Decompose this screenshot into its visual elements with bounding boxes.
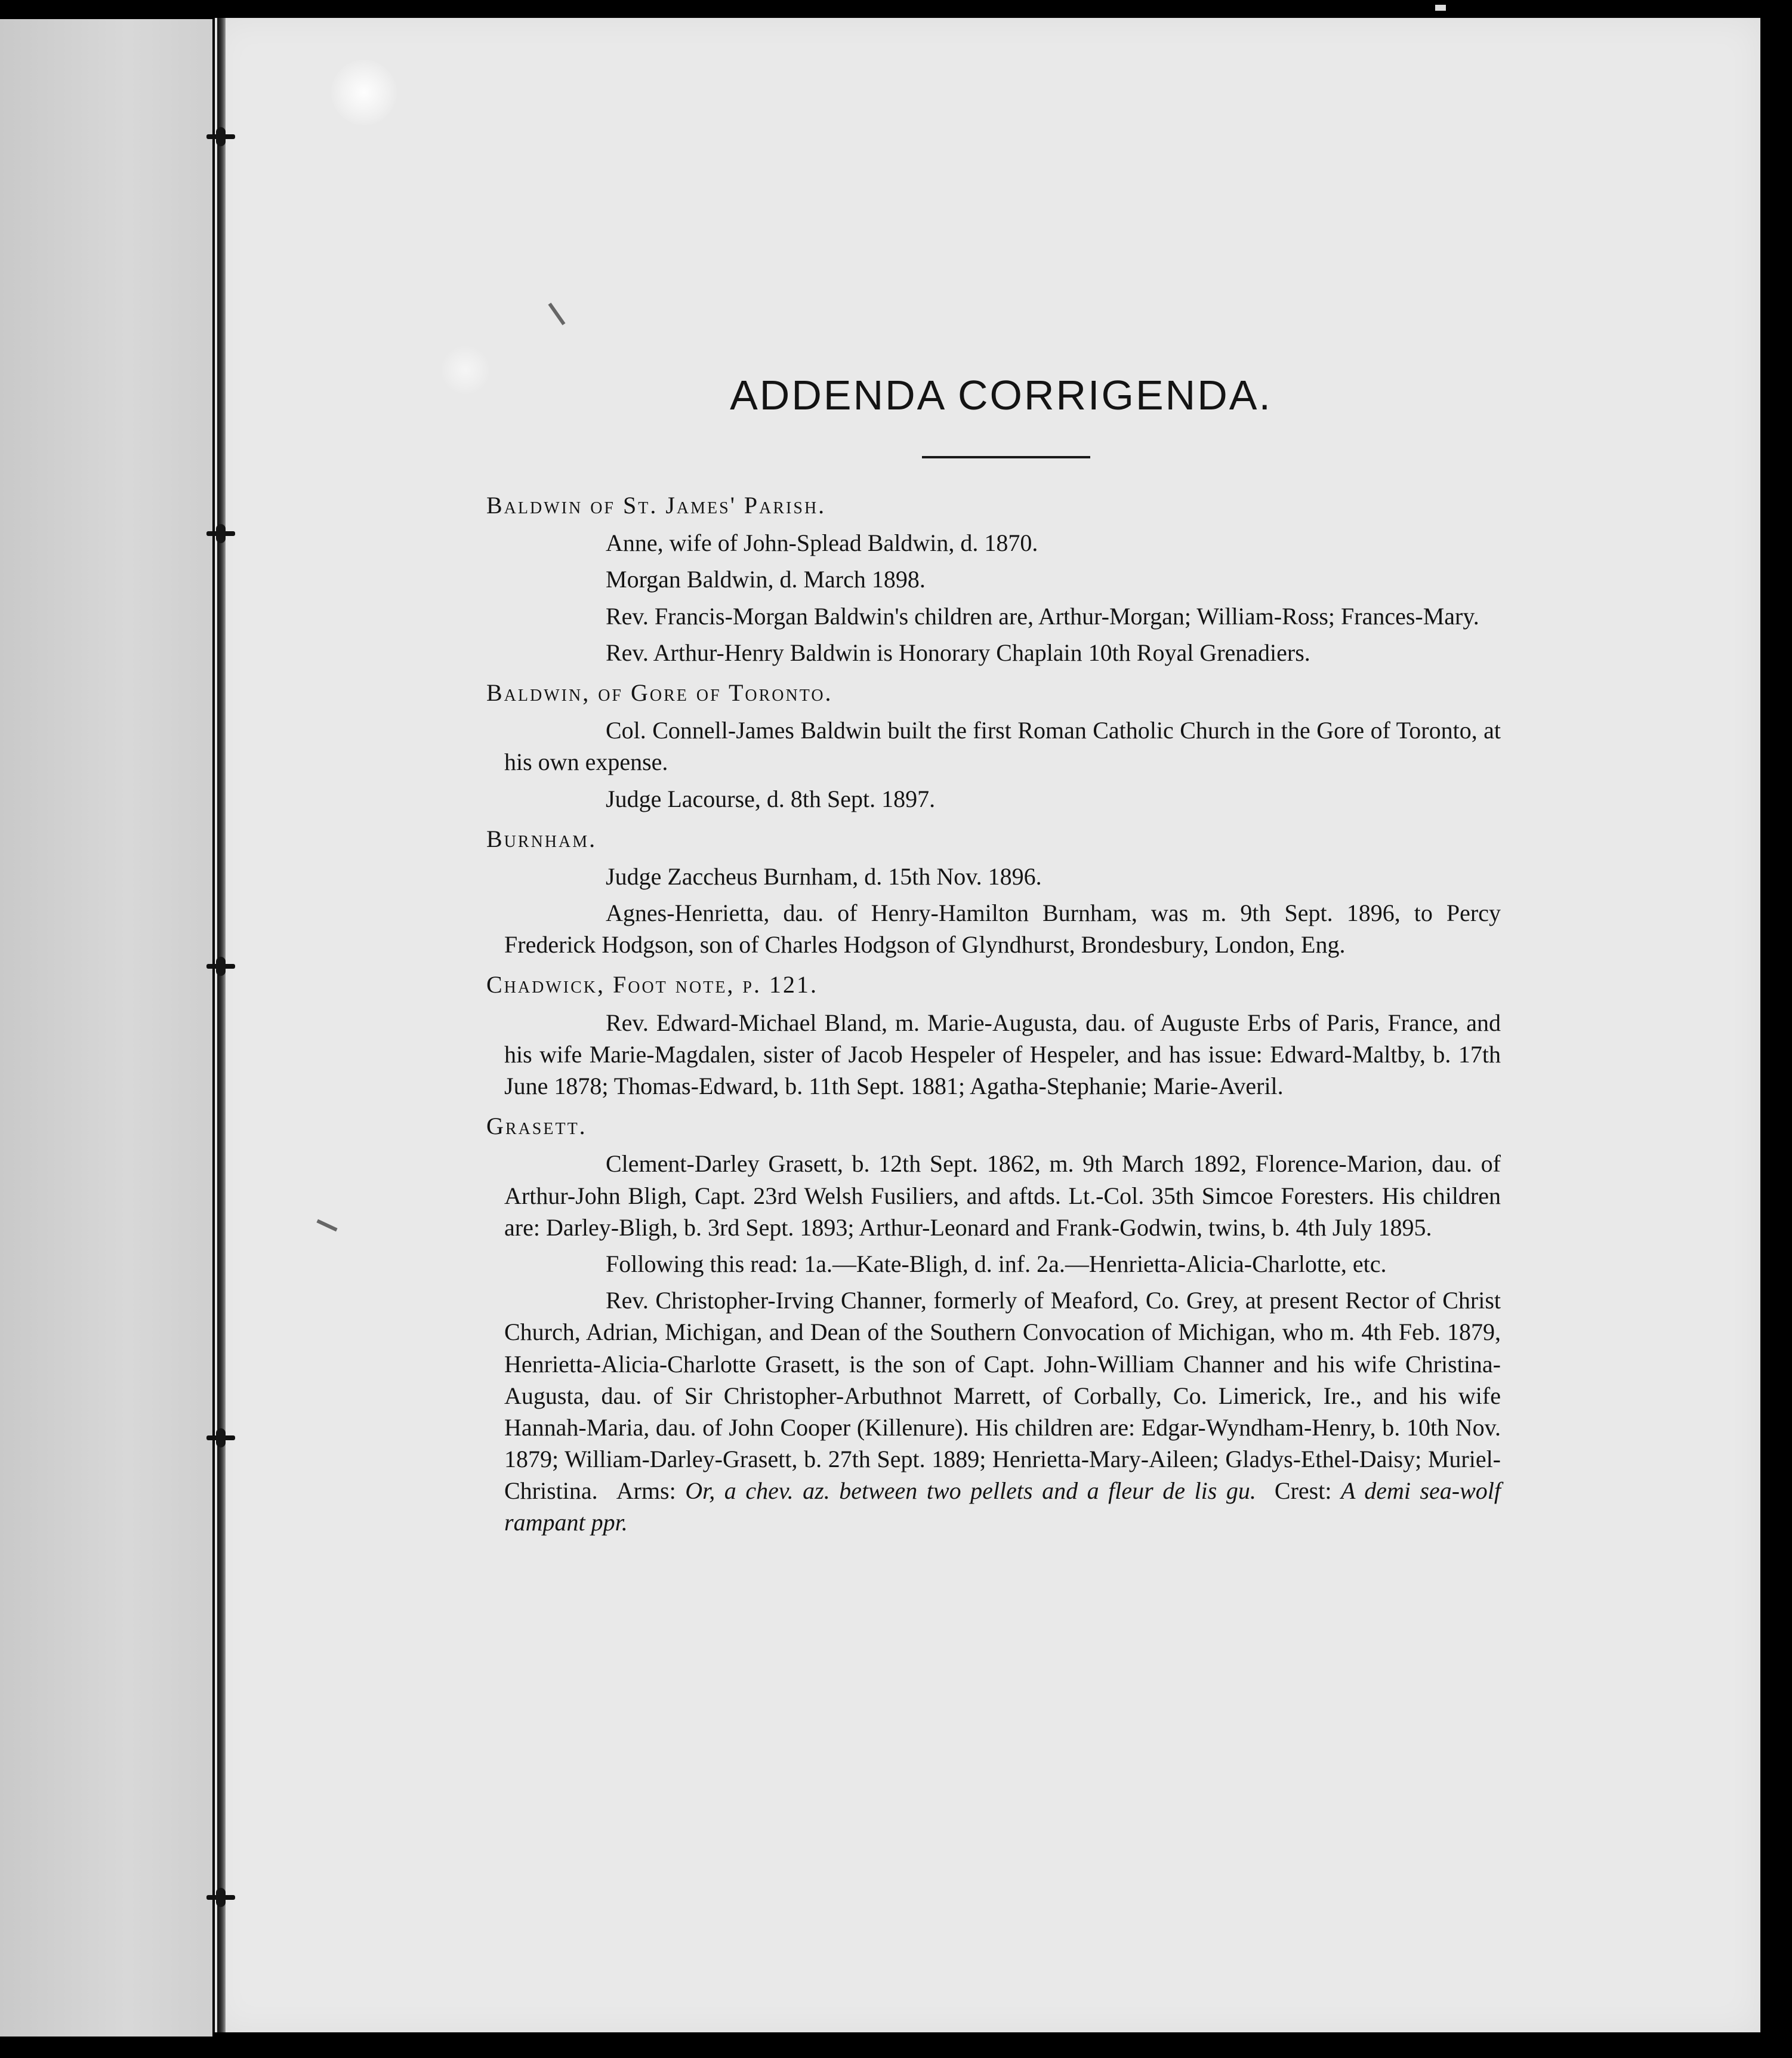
scan-speck — [1435, 5, 1446, 11]
arms-label: Arms: — [616, 1477, 676, 1505]
entry-paragraph: Following this read: 1a.—Kate-Bligh, d. inf. 2a.—Henrietta-Alicia-Charlotte, etc. — [606, 1250, 1387, 1277]
entry-paragraph: Clement-Darley Grasett, b. 12th Sept. 1862, m. 9th March 1892, Florence-Marion, dau. of Arthur-John Bligh, Capt. 23rd Welsh Fusiliers, and aftds. Lt.-Col. 35th Simcoe Foresters. His children are: Darley-Bligh, b. 3rd Sept. 1893; Arthur-Leonard and Frank-Godwin, twins, b. 4th July 1895. — [504, 1150, 1501, 1241]
entry-paragraph: Agnes-Henrietta, dau. of Henry-Hamilton Burnham, was m. 9th Sept. 1896, to Percy Frederick Hodgson, son of Charles Hodgson of Glyndhurst, Brondesbury, London, Eng. — [504, 899, 1501, 959]
title-divider — [922, 456, 1090, 458]
entry-paragraph — [504, 1284, 1501, 1539]
entry-paragraph: Rev. Francis-Morgan Baldwin's children are, Arthur-Morgan; William-Ross; Frances-Mary. — [606, 602, 1479, 630]
entry-paragraph: Col. Connell-James Baldwin built the first Roman Catholic Church in the Gore of Toronto, at his own expense. — [504, 717, 1501, 776]
section-heading: Baldwin of St. James' Parish. — [486, 492, 826, 519]
entry-paragraph: Rev. Edward-Michael Bland, m. Marie-Augusta, dau. of Auguste Erbs of Paris, France, and his wife Marie-Magdalen, sister of Jacob Hespeler of Hespeler, and has issue: Edward-Maltby, b. 17th June 1878; Thomas-Edward, b. 11th Sept. 1881; Agatha-Stephanie; Marie-Averil. — [504, 1009, 1501, 1099]
crest-label: Crest: — [1274, 1477, 1332, 1505]
section-baldwin-st-james — [486, 489, 1501, 668]
sections — [486, 489, 1501, 1539]
binding-stitch — [206, 1895, 235, 1900]
page-title: ADDENDA CORRIGENDA. — [730, 372, 1272, 418]
facing-page-edge — [0, 19, 212, 2037]
light-glare — [331, 60, 397, 125]
binding-stitch — [206, 1435, 235, 1440]
binding-stitch — [206, 134, 235, 139]
entry-paragraph: Anne, wife of John-Splead Baldwin, d. 1870. — [606, 529, 1038, 557]
section-heading: Baldwin, of Gore of Toronto. — [486, 679, 833, 706]
entry-paragraph: Rev. Arthur-Henry Baldwin is Honorary Chaplain 10th Royal Grenadiers. — [606, 639, 1310, 666]
channer-text: Rev. Christopher-Irving Channer, formerly of Meaford, Co. Grey, at present Rector of Christ Church, Adrian, Michigan, and Dean of the Southern Convocation of Michigan, who m. 4th Feb. 1879, Henrietta-Alicia-Charlotte Grasett, is the son of Capt. John-William Channer and his wife Christina-Augusta, dau. of Sir Christopher-Arbuthnot Marrett, of Corbally, Co. Limerick, Ire., and his wife Hannah-Maria, dau. of John Cooper (Killenure). His children are: Edgar-Wyndham-Henry, b. 10th Nov. 1879; William-Darley-Grasett, b. 27th Sept. 1889; Henrietta-Mary-Aileen; Gladys-Ethel-Daisy; Muriel-Christina. — [504, 1287, 1501, 1505]
arms-blazon: Or, a chev. az. between two pellets and a fleur de lis gu. — [685, 1477, 1256, 1505]
crest-blazon: A demi sea-wolf rampant ppr. — [504, 1477, 1501, 1536]
section-chadwick — [486, 969, 1501, 1102]
section-heading: Grasett. — [486, 1113, 587, 1140]
entry-paragraph: Morgan Baldwin, d. March 1898. — [606, 566, 926, 593]
binding-stitch — [206, 531, 235, 536]
section-heading: Burnham. — [486, 825, 597, 852]
section-burnham — [486, 823, 1501, 961]
section-baldwin-gore — [486, 677, 1501, 815]
binding-stitch — [206, 964, 235, 969]
book-binding — [217, 18, 226, 2032]
entry-paragraph: Judge Lacourse, d. 8th Sept. 1897. — [606, 785, 936, 812]
light-glare — [442, 346, 489, 394]
entry-paragraph: Judge Zaccheus Burnham, d. 15th Nov. 1896. — [606, 862, 1042, 890]
section-grasett — [486, 1110, 1501, 1538]
document-body — [486, 370, 1501, 1547]
section-heading: Chadwick, Foot note, p. 121. — [486, 971, 819, 999]
